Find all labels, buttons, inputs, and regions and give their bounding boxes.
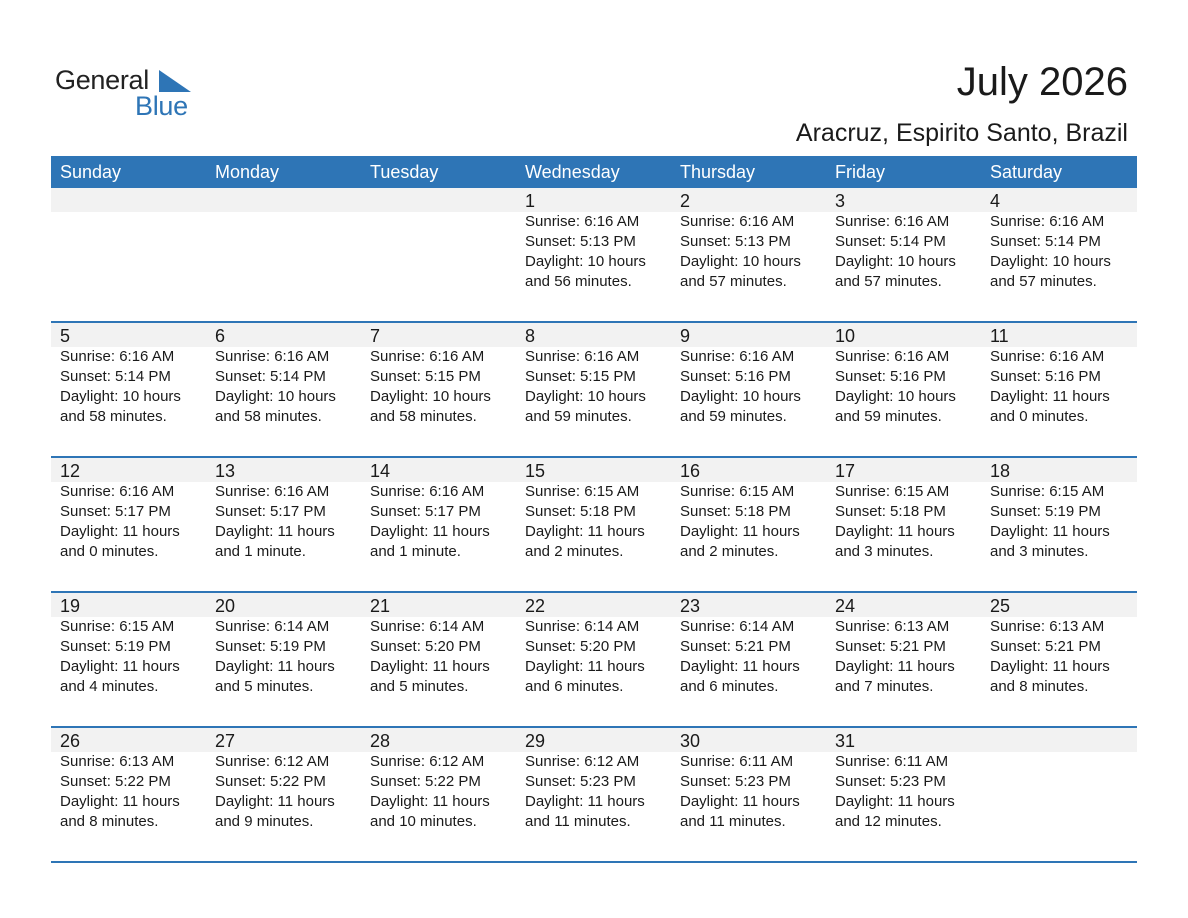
day-cell (671, 593, 826, 697)
daylight-minutes-text: and 57 minutes. (680, 273, 787, 290)
daylight-minutes-text: and 8 minutes. (990, 678, 1089, 695)
day-cell (361, 458, 516, 562)
daylight-minutes-text: and 59 minutes. (525, 408, 632, 425)
calendar-week (51, 323, 1137, 458)
weekday-monday: Monday (215, 162, 280, 182)
daylight-minutes-text: and 56 minutes. (525, 273, 632, 290)
sunrise-text: Sunrise: 6:15 AM (990, 483, 1105, 500)
day-number: 17 (835, 461, 856, 481)
sunset-text: Sunset: 5:19 PM (215, 638, 326, 655)
day-number: 31 (835, 731, 856, 751)
sunrise-text: Sunrise: 6:16 AM (215, 483, 330, 500)
daylight-minutes-text: and 57 minutes. (835, 273, 942, 290)
daylight-text: Daylight: 11 hours (215, 523, 335, 540)
calendar-week (51, 593, 1137, 728)
daylight-text: Daylight: 11 hours (990, 388, 1110, 405)
day-cell (51, 728, 206, 832)
day-cell (981, 593, 1137, 697)
daylight-minutes-text: and 12 minutes. (835, 813, 942, 830)
daylight-minutes-text: and 10 minutes. (370, 813, 477, 830)
sunset-text: Sunset: 5:14 PM (835, 233, 946, 250)
sunset-text: Sunset: 5:21 PM (835, 638, 946, 655)
sunset-text: Sunset: 5:17 PM (215, 503, 326, 520)
sunset-text: Sunset: 5:18 PM (525, 503, 636, 520)
daylight-text: Daylight: 11 hours (835, 658, 955, 675)
day-cell (671, 458, 826, 562)
sunset-text: Sunset: 5:16 PM (990, 368, 1101, 385)
sunset-text: Sunset: 5:14 PM (60, 368, 171, 385)
day-number: 26 (60, 731, 81, 751)
sunrise-text: Sunrise: 6:12 AM (215, 753, 330, 770)
day-cell (671, 728, 826, 832)
day-number: 21 (370, 596, 391, 616)
sunrise-text: Sunrise: 6:15 AM (60, 618, 175, 635)
calendar-week (51, 188, 1137, 323)
daylight-text: Daylight: 10 hours (370, 388, 491, 405)
sunrise-text: Sunrise: 6:16 AM (60, 483, 175, 500)
calendar (51, 156, 1137, 863)
daylight-minutes-text: and 0 minutes. (60, 543, 159, 560)
sunset-text: Sunset: 5:20 PM (525, 638, 636, 655)
sunrise-text: Sunrise: 6:16 AM (370, 483, 485, 500)
week-cells (51, 188, 1137, 292)
location-subtitle: Aracruz, Espirito Santo, Brazil (795, 119, 1128, 147)
day-number: 24 (835, 596, 856, 616)
weekday-wednesday: Wednesday (525, 162, 620, 182)
daylight-minutes-text: and 5 minutes. (370, 678, 469, 695)
sunset-text: Sunset: 5:15 PM (370, 368, 481, 385)
day-number: 28 (370, 731, 391, 751)
sunset-text: Sunset: 5:17 PM (370, 503, 481, 520)
daylight-minutes-text: and 58 minutes. (215, 408, 322, 425)
daylight-minutes-text: and 11 minutes. (680, 813, 786, 830)
sunset-text: Sunset: 5:17 PM (60, 503, 171, 520)
daylight-text: Daylight: 11 hours (990, 658, 1110, 675)
daylight-text: Daylight: 10 hours (525, 253, 646, 270)
sunrise-text: Sunrise: 6:15 AM (835, 483, 950, 500)
day-number: 23 (680, 596, 701, 616)
day-cell (206, 323, 361, 427)
sunset-text: Sunset: 5:23 PM (680, 773, 791, 790)
day-cell (516, 458, 671, 562)
daylight-minutes-text: and 1 minute. (370, 543, 461, 560)
sunrise-text: Sunrise: 6:11 AM (680, 753, 794, 770)
sunset-text: Sunset: 5:15 PM (525, 368, 636, 385)
daylight-minutes-text: and 7 minutes. (835, 678, 934, 695)
sunset-text: Sunset: 5:23 PM (525, 773, 636, 790)
day-cell (826, 593, 981, 697)
daylight-minutes-text: and 4 minutes. (60, 678, 159, 695)
daylight-text: Daylight: 10 hours (215, 388, 336, 405)
sunrise-text: Sunrise: 6:16 AM (525, 348, 640, 365)
daylight-minutes-text: and 9 minutes. (215, 813, 314, 830)
day-number (215, 188, 361, 212)
sunset-text: Sunset: 5:18 PM (835, 503, 946, 520)
daylight-text: Daylight: 10 hours (525, 388, 646, 405)
day-number: 30 (680, 731, 701, 751)
sunrise-text: Sunrise: 6:14 AM (525, 618, 640, 635)
day-number: 20 (215, 596, 236, 616)
day-cell (981, 188, 1137, 292)
sunset-text: Sunset: 5:21 PM (680, 638, 791, 655)
day-number: 10 (835, 326, 856, 346)
daylight-minutes-text: and 59 minutes. (680, 408, 787, 425)
day-number: 9 (680, 326, 691, 346)
sunset-text: Sunset: 5:16 PM (680, 368, 791, 385)
day-cell (671, 323, 826, 427)
daylight-minutes-text: and 59 minutes. (835, 408, 942, 425)
sunrise-text: Sunrise: 6:16 AM (680, 213, 795, 230)
sunset-text: Sunset: 5:21 PM (990, 638, 1101, 655)
sunrise-text: Sunrise: 6:13 AM (835, 618, 950, 635)
sunrise-text: Sunrise: 6:16 AM (215, 348, 330, 365)
sunrise-text: Sunrise: 6:14 AM (370, 618, 485, 635)
daylight-text: Daylight: 11 hours (835, 793, 955, 810)
daylight-text: Daylight: 11 hours (680, 793, 800, 810)
logo (55, 64, 205, 120)
day-number: 12 (60, 461, 81, 481)
day-cell (981, 458, 1137, 562)
daylight-minutes-text: and 57 minutes. (990, 273, 1097, 290)
daylight-text: Daylight: 11 hours (990, 523, 1110, 540)
sunset-text: Sunset: 5:18 PM (680, 503, 791, 520)
sunrise-text: Sunrise: 6:16 AM (990, 348, 1105, 365)
day-number: 29 (525, 731, 546, 751)
daylight-text: Daylight: 11 hours (835, 523, 955, 540)
day-cell (981, 728, 1137, 832)
weekday-sunday: Sunday (60, 162, 122, 182)
day-cell (981, 323, 1137, 427)
day-cell (826, 458, 981, 562)
logo-word-general: General (55, 65, 149, 95)
day-number: 8 (525, 326, 536, 346)
day-cell (516, 323, 671, 427)
day-number: 3 (835, 191, 846, 211)
daylight-text: Daylight: 11 hours (680, 658, 800, 675)
daylight-minutes-text: and 58 minutes. (60, 408, 167, 425)
daylight-text: Daylight: 11 hours (215, 658, 335, 675)
sunset-text: Sunset: 5:22 PM (370, 773, 481, 790)
logo-word-blue: Blue (135, 91, 188, 121)
sunset-text: Sunset: 5:22 PM (60, 773, 171, 790)
sunrise-text: Sunrise: 6:12 AM (525, 753, 640, 770)
sunset-text: Sunset: 5:22 PM (215, 773, 326, 790)
day-number: 22 (525, 596, 546, 616)
day-number: 19 (60, 596, 81, 616)
sunset-text: Sunset: 5:19 PM (60, 638, 171, 655)
calendar-week (51, 728, 1137, 863)
daylight-text: Daylight: 10 hours (835, 253, 956, 270)
daylight-minutes-text: and 1 minute. (215, 543, 306, 560)
sunrise-text: Sunrise: 6:16 AM (680, 348, 795, 365)
daylight-minutes-text: and 2 minutes. (680, 543, 779, 560)
weekday-friday: Friday (835, 162, 886, 182)
day-number: 11 (990, 326, 1009, 346)
day-number: 5 (60, 326, 71, 346)
day-cell (51, 458, 206, 562)
day-cell (516, 728, 671, 832)
day-number: 15 (525, 461, 546, 481)
sunset-text: Sunset: 5:14 PM (215, 368, 326, 385)
day-cell (361, 323, 516, 427)
weekday-header (51, 156, 1137, 188)
daylight-minutes-text: and 5 minutes. (215, 678, 314, 695)
daylight-minutes-text: and 11 minutes. (525, 813, 631, 830)
sunrise-text: Sunrise: 6:16 AM (990, 213, 1105, 230)
sunset-text: Sunset: 5:19 PM (990, 503, 1101, 520)
day-number: 2 (680, 191, 691, 211)
sunrise-text: Sunrise: 6:13 AM (60, 753, 175, 770)
day-cell (206, 593, 361, 697)
sunrise-text: Sunrise: 6:16 AM (835, 213, 950, 230)
daylight-text: Daylight: 10 hours (990, 253, 1111, 270)
week-cells (51, 458, 1137, 562)
daylight-text: Daylight: 11 hours (60, 523, 180, 540)
daylight-text: Daylight: 11 hours (680, 523, 800, 540)
day-number: 1 (525, 191, 536, 211)
day-cell (206, 728, 361, 832)
day-cell (516, 188, 671, 292)
day-cell (51, 593, 206, 697)
week-cells (51, 593, 1137, 697)
day-number: 18 (990, 461, 1011, 481)
day-number: 4 (990, 191, 1001, 211)
daylight-text: Daylight: 11 hours (60, 793, 180, 810)
sunrise-text: Sunrise: 6:16 AM (835, 348, 950, 365)
day-cell (51, 323, 206, 427)
day-cell (671, 188, 826, 292)
sunrise-text: Sunrise: 6:14 AM (215, 618, 330, 635)
daylight-text: Daylight: 10 hours (835, 388, 956, 405)
daylight-text: Daylight: 10 hours (60, 388, 181, 405)
daylight-text: Daylight: 10 hours (680, 388, 801, 405)
day-cell (516, 593, 671, 697)
logo-triangle-icon (157, 70, 191, 92)
day-number: 25 (990, 596, 1011, 616)
week-cells (51, 323, 1137, 427)
daylight-text: Daylight: 10 hours (680, 253, 801, 270)
weekday-thursday: Thursday (680, 162, 756, 182)
day-number: 6 (215, 326, 226, 346)
sunset-text: Sunset: 5:23 PM (835, 773, 946, 790)
daylight-minutes-text: and 6 minutes. (680, 678, 779, 695)
day-cell (361, 593, 516, 697)
sunrise-text: Sunrise: 6:16 AM (60, 348, 175, 365)
daylight-minutes-text: and 0 minutes. (990, 408, 1089, 425)
page-title: July 2026 (956, 60, 1128, 104)
week-cells (51, 728, 1137, 832)
daylight-minutes-text: and 3 minutes. (835, 543, 934, 560)
sunrise-text: Sunrise: 6:16 AM (370, 348, 485, 365)
sunrise-text: Sunrise: 6:16 AM (525, 213, 640, 230)
sunrise-text: Sunrise: 6:15 AM (680, 483, 795, 500)
daylight-text: Daylight: 11 hours (60, 658, 180, 675)
sunrise-text: Sunrise: 6:12 AM (370, 753, 485, 770)
sunrise-text: Sunrise: 6:11 AM (835, 753, 949, 770)
weekday-tuesday: Tuesday (370, 162, 439, 182)
sunset-text: Sunset: 5:13 PM (680, 233, 791, 250)
daylight-minutes-text: and 2 minutes. (525, 543, 624, 560)
day-cell (826, 323, 981, 427)
daylight-text: Daylight: 11 hours (370, 793, 490, 810)
day-number: 13 (215, 461, 236, 481)
day-cell (826, 188, 981, 292)
sunrise-text: Sunrise: 6:13 AM (990, 618, 1105, 635)
day-number: 16 (680, 461, 701, 481)
day-number (990, 728, 1137, 752)
sunset-text: Sunset: 5:13 PM (525, 233, 636, 250)
sunset-text: Sunset: 5:14 PM (990, 233, 1101, 250)
day-cell (826, 728, 981, 832)
daylight-minutes-text: and 3 minutes. (990, 543, 1089, 560)
weekday-saturday: Saturday (990, 162, 1063, 182)
day-cell (206, 188, 361, 292)
daylight-text: Daylight: 11 hours (525, 658, 645, 675)
calendar-week (51, 458, 1137, 593)
day-number (370, 188, 516, 212)
sunrise-text: Sunrise: 6:14 AM (680, 618, 795, 635)
day-number (60, 188, 206, 212)
calendar-weeks (51, 188, 1137, 863)
sunset-text: Sunset: 5:20 PM (370, 638, 481, 655)
day-cell (206, 458, 361, 562)
daylight-minutes-text: and 8 minutes. (60, 813, 159, 830)
sunrise-text: Sunrise: 6:15 AM (525, 483, 640, 500)
day-cell (51, 188, 206, 292)
day-number: 7 (370, 326, 381, 346)
daylight-text: Daylight: 11 hours (370, 658, 490, 675)
day-cell (361, 188, 516, 292)
day-cell (361, 728, 516, 832)
day-number: 14 (370, 461, 391, 481)
daylight-minutes-text: and 6 minutes. (525, 678, 624, 695)
daylight-text: Daylight: 11 hours (525, 523, 645, 540)
sunset-text: Sunset: 5:16 PM (835, 368, 946, 385)
daylight-text: Daylight: 11 hours (370, 523, 490, 540)
daylight-text: Daylight: 11 hours (525, 793, 645, 810)
daylight-minutes-text: and 58 minutes. (370, 408, 477, 425)
daylight-text: Daylight: 11 hours (215, 793, 335, 810)
day-number: 27 (215, 731, 236, 751)
